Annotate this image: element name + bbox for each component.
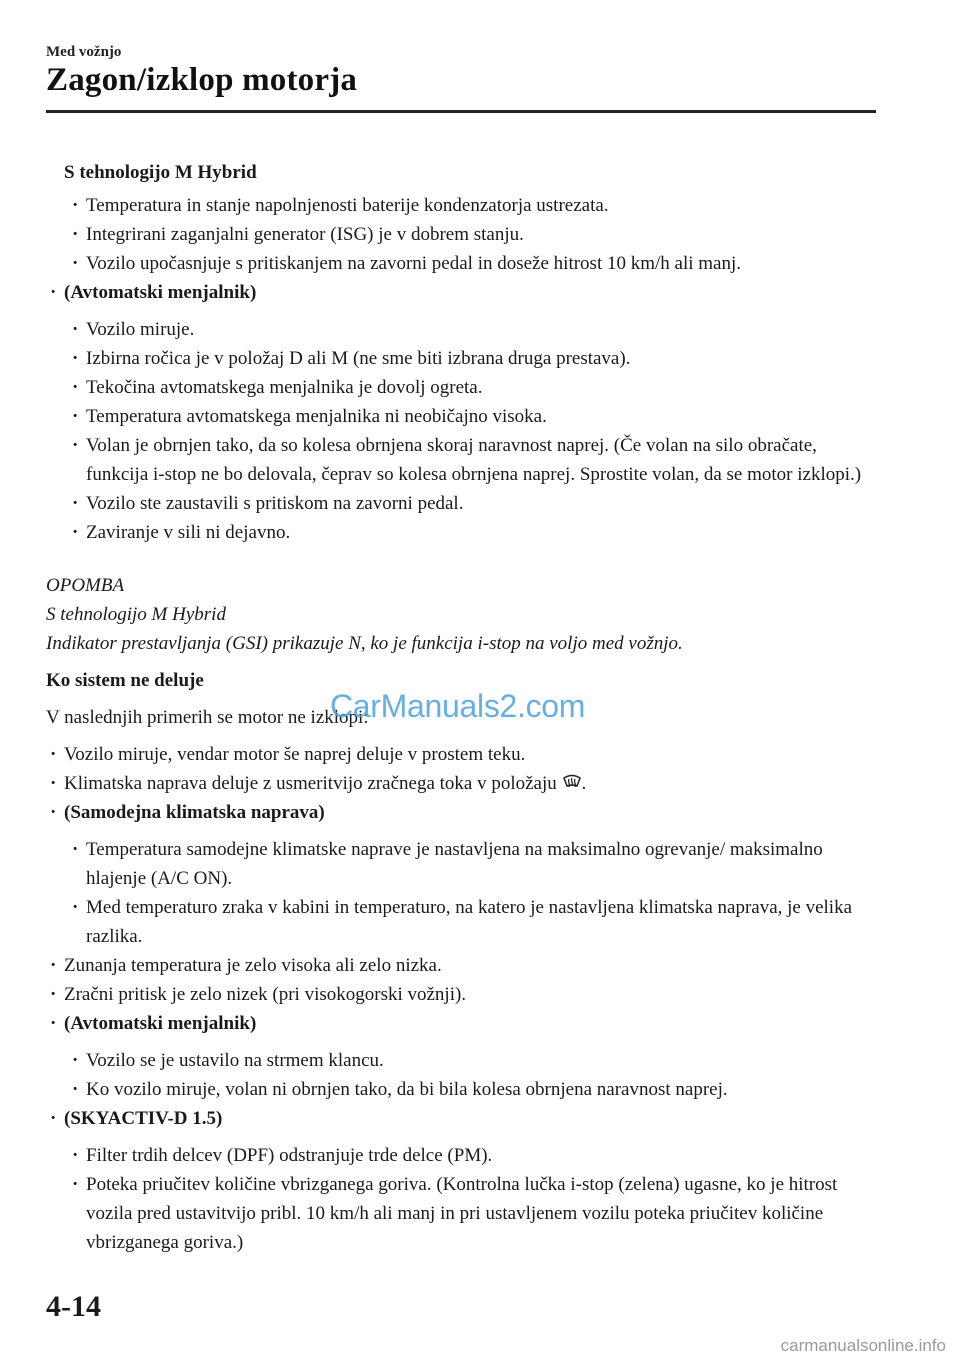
footer-site: carmanualsonline.info [780,1336,946,1355]
failure-intro: V naslednjih primerih se motor ne izklopi: [46,707,369,728]
list-item: · Poteka priučitev količine vbrizganega goriva. (Kontrolna lučka i-stop (zelena) ugasne, ko je hitrost vozila pred ustavitvijo pribl. 10 km/h ali manj in pri ustavljenem vozilu poteka priučitev količine vbrizganega goriva.) [72,1174,838,1253]
list-item: · Med temperaturo zraka v kabini in temperaturo, na katero je nastavljena klimatska naprava, je velika razlika. [72,897,853,947]
list-item: · Vozilo ste zaustavili s pritiskom na zavorni pedal. [72,493,464,514]
list-item: · Zaviranje v sili ni dejavno. [72,522,291,543]
list-item: · Zračni pritisk je zelo nizek (pri visokogorski vožnji). [50,984,467,1005]
list-item: · Volan je obrnjen tako, da so kolesa obrnjena skoraj naravnost naprej. (Če volan na silo obračate, funkcija i-stop ne bo delovala, čeprav so kolesa obrnjena naprej. Sprostite volan, da se motor izklopi.) [72,435,862,485]
header-rule [46,110,876,113]
failure-heading: Ko sistem ne deluje [46,670,204,691]
list-item: · Zunanja temperatura je zelo visoka ali zelo nizka. [50,955,442,976]
list-item: · Temperatura avtomatskega menjalnika ni neobičajno visoka. [72,406,547,427]
list-item: · Ko vozilo miruje, volan ni obrnjen tako, da bi bila kolesa obrnjena naravnost naprej. [72,1079,728,1100]
automatic-heading: · (Avtomatski menjalnik) [50,1013,257,1034]
climate-heading: · (Samodejna klimatska naprava) [50,802,325,823]
list-item: · Vozilo upočasnjuje s pritiskanjem na zavorni pedal in doseže hitrost 10 km/h ali manj. [72,253,742,274]
list-item: · Filter trdih delcev (DPF) odstranjuje trde delce (PM). [72,1145,493,1166]
list-item: · Izbirna ročica je v položaj D ali M (ne sme biti izbrana druga prestava). [72,348,631,369]
watermark: CarManuals2.com [330,688,586,724]
list-item: · Vozilo miruje, vendar motor še naprej deluje v prostem teku. [50,744,526,765]
diesel-heading: · (SKYACTIV-D 1.5) [50,1108,223,1129]
list-item: · Temperatura in stanje napolnjenosti baterije kondenzatorja ustrezata. [72,195,609,216]
windshield-defroster-icon [562,773,582,791]
list-item: · Tekočina avtomatskega menjalnika je dovolj ogreta. [72,377,483,398]
list-item: · Vozilo se je ustavilo na strmem klancu. [72,1050,384,1071]
chapter-title: Zagon/izklop motorja [46,62,358,98]
hybrid-heading: S tehnologijo M Hybrid [64,162,257,183]
note-heading: S tehnologijo M Hybrid [46,604,226,625]
note-text: Indikator prestavljanja (GSI) prikazuje N, ko je funkcija i-stop na voljo med vožnjo. [46,633,683,654]
automatic-heading: · (Avtomatski menjalnik) [50,282,257,303]
list-item: · Vozilo miruje. [72,319,195,340]
note-label: OPOMBA [46,575,125,596]
list-item: · Temperatura samodejne klimatske naprave je nastavljena na maksimalno ogrevanje/ maksimalno hlajenje (A/C ON). [72,839,823,889]
section-label: Med vožnjo [46,44,122,60]
page-number: 4-14 [46,1290,101,1323]
list-item: · Klimatska naprava deluje z usmeritvijo zračnega toka v položaju . [50,773,587,794]
list-item: · Integrirani zaganjalni generator (ISG) je v dobrem stanju. [72,224,524,245]
